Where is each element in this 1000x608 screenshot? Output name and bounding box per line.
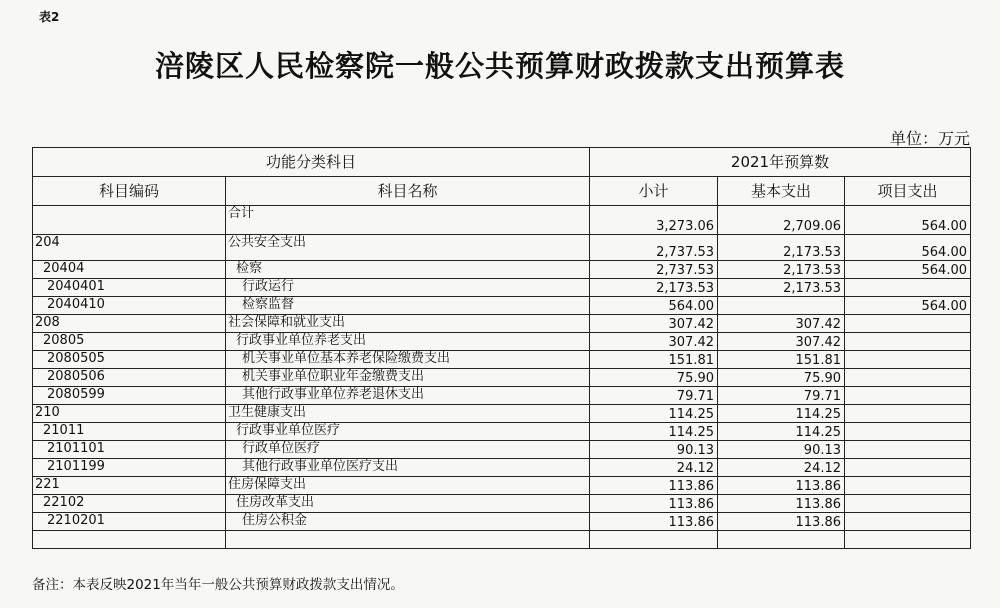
- table-row: [33, 387, 971, 405]
- basic-cell: 114.25: [718, 405, 845, 423]
- name-cell: 行政事业单位养老支出: [226, 333, 590, 351]
- project-cell: 564.00: [845, 261, 971, 279]
- header-subtotal: 小计: [590, 177, 718, 206]
- table-row: [33, 477, 971, 495]
- subtotal-cell: 24.12: [590, 459, 718, 477]
- basic-cell: 151.81: [718, 351, 845, 369]
- subtotal-cell: 113.86: [590, 513, 718, 531]
- code-cell: 21011: [33, 423, 226, 441]
- table-row: [33, 369, 971, 387]
- project-cell: [845, 477, 971, 495]
- header-function-class: 功能分类科目: [33, 148, 590, 177]
- name-cell: 其他行政事业单位医疗支出: [226, 459, 590, 477]
- basic-cell: 90.13: [718, 441, 845, 459]
- code-cell: 2080506: [33, 369, 226, 387]
- code-cell: 208: [33, 315, 226, 333]
- name-cell: 检察监督: [226, 297, 590, 315]
- basic-cell: 79.71: [718, 387, 845, 405]
- name-cell: 机关事业单位基本养老保险缴费支出: [226, 351, 590, 369]
- name-cell: 其他行政事业单位养老退休支出: [226, 387, 590, 405]
- basic-cell: [718, 531, 845, 549]
- subtotal-cell: 90.13: [590, 441, 718, 459]
- page-title: 涪陵区人民检察院一般公共预算财政拨款支出预算表: [154, 49, 845, 83]
- code-cell: 2080505: [33, 351, 226, 369]
- project-cell: 564.00: [845, 297, 971, 315]
- subtotal-cell: 2,173.53: [590, 279, 718, 297]
- code-cell: 221: [33, 477, 226, 495]
- subtotal-cell: [590, 531, 718, 549]
- header-budget-2021: 2021年预算数: [590, 148, 971, 177]
- table-row: [33, 315, 971, 333]
- table-tag: 表2: [39, 10, 60, 24]
- table-row: [33, 531, 971, 549]
- name-cell: 行政事业单位医疗: [226, 423, 590, 441]
- name-cell: 卫生健康支出: [226, 405, 590, 423]
- basic-cell: 2,173.53: [718, 235, 845, 261]
- table-row: [33, 235, 971, 261]
- subtotal-cell: 79.71: [590, 387, 718, 405]
- basic-cell: 113.86: [718, 513, 845, 531]
- project-cell: [845, 351, 971, 369]
- header-code: 科目编码: [33, 177, 226, 206]
- project-cell: [845, 513, 971, 531]
- table-row: [33, 441, 971, 459]
- code-cell: 20404: [33, 261, 226, 279]
- code-cell: [33, 206, 226, 235]
- project-cell: 564.00: [845, 206, 971, 235]
- basic-cell: 2,173.53: [718, 279, 845, 297]
- table-row: [33, 513, 971, 531]
- header-basic: 基本支出: [718, 177, 845, 206]
- header-name: 科目名称: [226, 177, 590, 206]
- table-row: [33, 495, 971, 513]
- basic-cell: 113.86: [718, 477, 845, 495]
- basic-cell: 2,173.53: [718, 261, 845, 279]
- subtotal-cell: 2,737.53: [590, 235, 718, 261]
- name-cell: 住房公积金: [226, 513, 590, 531]
- table-row: [33, 333, 971, 351]
- name-cell: 社会保障和就业支出: [226, 315, 590, 333]
- table-row: [33, 351, 971, 369]
- code-cell: 2210201: [33, 513, 226, 531]
- header-project: 项目支出: [845, 177, 971, 206]
- code-cell: 204: [33, 235, 226, 261]
- code-cell: 2101199: [33, 459, 226, 477]
- name-cell: 住房改革支出: [226, 495, 590, 513]
- table-row: [33, 423, 971, 441]
- subtotal-cell: 151.81: [590, 351, 718, 369]
- code-cell: 2040410: [33, 297, 226, 315]
- name-cell: 行政运行: [226, 279, 590, 297]
- subtotal-cell: 113.86: [590, 495, 718, 513]
- basic-cell: 114.25: [718, 423, 845, 441]
- project-cell: [845, 423, 971, 441]
- basic-cell: 113.86: [718, 495, 845, 513]
- name-cell: [226, 531, 590, 549]
- project-cell: [845, 333, 971, 351]
- subtotal-cell: 307.42: [590, 333, 718, 351]
- code-cell: 210: [33, 405, 226, 423]
- basic-cell: 75.90: [718, 369, 845, 387]
- code-cell: 20805: [33, 333, 226, 351]
- name-cell: 住房保障支出: [226, 477, 590, 495]
- subtotal-cell: 564.00: [590, 297, 718, 315]
- name-cell: 行政单位医疗: [226, 441, 590, 459]
- subtotal-cell: 75.90: [590, 369, 718, 387]
- subtotal-cell: 3,273.06: [590, 206, 718, 235]
- table-row: [33, 261, 971, 279]
- name-cell: 机关事业单位职业年金缴费支出: [226, 369, 590, 387]
- project-cell: [845, 315, 971, 333]
- basic-cell: [718, 297, 845, 315]
- project-cell: [845, 279, 971, 297]
- code-cell: 2040401: [33, 279, 226, 297]
- table-row: [33, 279, 971, 297]
- code-cell: 22102: [33, 495, 226, 513]
- subtotal-cell: 114.25: [590, 423, 718, 441]
- project-cell: [845, 369, 971, 387]
- subtotal-cell: 2,737.53: [590, 261, 718, 279]
- basic-cell: 24.12: [718, 459, 845, 477]
- project-cell: [845, 459, 971, 477]
- project-cell: 564.00: [845, 235, 971, 261]
- table-row: [33, 459, 971, 477]
- project-cell: [845, 387, 971, 405]
- footnote: 备注：本表反映2021年当年一般公共预算财政拨款支出情况。: [32, 577, 404, 593]
- name-cell: 检察: [226, 261, 590, 279]
- subtotal-cell: 113.86: [590, 477, 718, 495]
- project-cell: [845, 405, 971, 423]
- subtotal-cell: 307.42: [590, 315, 718, 333]
- project-cell: [845, 441, 971, 459]
- code-cell: 2101101: [33, 441, 226, 459]
- project-cell: [845, 495, 971, 513]
- budget-table: [32, 147, 971, 549]
- code-cell: 2080599: [33, 387, 226, 405]
- name-cell: 公共安全支出: [226, 235, 590, 261]
- project-cell: [845, 531, 971, 549]
- unit-label: 单位：万元: [889, 129, 970, 148]
- code-cell: [33, 531, 226, 549]
- subtotal-cell: 114.25: [590, 405, 718, 423]
- name-cell: 合计: [226, 206, 590, 235]
- table-row: [33, 297, 971, 315]
- table-row: [33, 405, 971, 423]
- basic-cell: 307.42: [718, 333, 845, 351]
- table-row: [33, 206, 971, 235]
- basic-cell: 2,709.06: [718, 206, 845, 235]
- basic-cell: 307.42: [718, 315, 845, 333]
